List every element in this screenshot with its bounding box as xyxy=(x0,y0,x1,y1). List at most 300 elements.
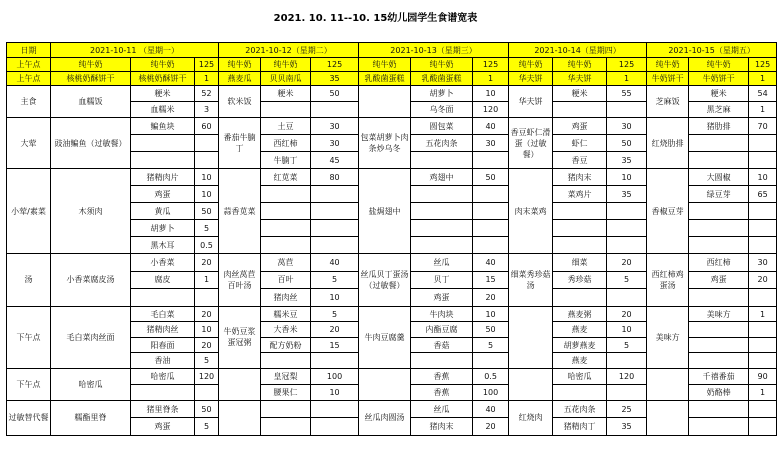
quantity xyxy=(607,102,647,118)
ingredient xyxy=(131,384,195,400)
ingredient: 糯米豆 xyxy=(261,306,311,322)
quantity xyxy=(311,186,359,203)
dish-name: 华夫饼 xyxy=(509,86,553,118)
quantity xyxy=(311,220,359,237)
quantity: 120 xyxy=(195,368,219,384)
dish-name: 豉油鳊鱼（过敏餐） xyxy=(51,118,131,169)
ingredient: 纯牛奶 xyxy=(411,58,473,72)
ingredient: 鸡翅中 xyxy=(411,169,473,186)
ingredient: 鸡蛋 xyxy=(553,118,607,135)
ingredient xyxy=(411,203,473,220)
dish-name: 核桃奶酥饼干 xyxy=(51,72,131,86)
quantity: 20 xyxy=(473,289,509,307)
ingredient: 贝丁 xyxy=(411,271,473,289)
quantity: 10 xyxy=(311,289,359,307)
ingredient: 香豆 xyxy=(553,152,607,169)
ingredient: 鳊鱼块 xyxy=(131,118,195,135)
quantity: 5 xyxy=(311,306,359,322)
dish-name: 丝瓜肉圆汤 xyxy=(359,400,411,435)
dish-name xyxy=(509,368,553,400)
quantity: 90 xyxy=(749,368,777,384)
quantity: 60 xyxy=(195,118,219,135)
quantity: 125 xyxy=(749,58,777,72)
quantity: 0.5 xyxy=(473,368,509,384)
dish-name xyxy=(647,368,689,400)
ingredient: 纯牛奶 xyxy=(689,58,749,72)
quantity xyxy=(749,152,777,169)
dish-name: 香豆虾仁滑蛋（过敏餐） xyxy=(509,118,553,169)
ingredient: 粳米 xyxy=(689,86,749,102)
quantity xyxy=(473,186,509,203)
table-row xyxy=(7,86,777,102)
ingredient: 胡萝燕麦 xyxy=(553,337,607,353)
quantity: 50 xyxy=(473,169,509,186)
quantity: 20 xyxy=(195,306,219,322)
ingredient: 红苋菜 xyxy=(261,169,311,186)
ingredient xyxy=(553,289,607,307)
quantity: 5 xyxy=(311,271,359,289)
ingredient xyxy=(261,203,311,220)
header-row xyxy=(7,43,777,58)
quantity xyxy=(749,135,777,152)
quantity: 1 xyxy=(473,72,509,86)
quantity: 35 xyxy=(607,186,647,203)
dish-name: 细菜秀珍菇汤 xyxy=(509,254,553,307)
meal-label: 下午点 xyxy=(7,368,51,400)
ingredient: 西红柿 xyxy=(689,254,749,272)
ingredient xyxy=(689,220,749,237)
quantity xyxy=(749,418,777,436)
ingredient: 贝贝南瓜 xyxy=(261,72,311,86)
meal-label: 上午点 xyxy=(7,58,51,72)
quantity: 1 xyxy=(749,306,777,322)
quantity: 15 xyxy=(473,271,509,289)
quantity: 10 xyxy=(607,322,647,338)
ingredient: 香油 xyxy=(131,353,195,369)
ingredient xyxy=(689,289,749,307)
quantity: 30 xyxy=(311,118,359,135)
quantity: 20 xyxy=(607,254,647,272)
dish-name xyxy=(219,368,261,400)
quantity: 10 xyxy=(473,306,509,322)
ingredient: 粳米 xyxy=(131,86,195,102)
dish-name: 芝麻饭 xyxy=(647,86,689,118)
ingredient xyxy=(411,353,473,369)
quantity: 20 xyxy=(749,271,777,289)
quantity xyxy=(749,289,777,307)
ingredient: 香蕉 xyxy=(411,384,473,400)
dish-name xyxy=(219,400,261,435)
ingredient: 毛白菜 xyxy=(131,306,195,322)
table-row xyxy=(7,169,777,186)
menu-table xyxy=(6,42,777,436)
ingredient: 阳春面 xyxy=(131,337,195,353)
quantity: 52 xyxy=(195,86,219,102)
ingredient: 细菜 xyxy=(553,254,607,272)
meal-label: 过敏替代餐 xyxy=(7,400,51,435)
dish-name xyxy=(359,368,411,400)
ingredient: 绿豆芽 xyxy=(689,186,749,203)
ingredient: 黑芝麻 xyxy=(689,102,749,118)
quantity: 35 xyxy=(607,418,647,436)
ingredient xyxy=(553,102,607,118)
ingredient xyxy=(553,203,607,220)
ingredient: 牛奶饼干 xyxy=(689,72,749,86)
ingredient: 百叶 xyxy=(261,271,311,289)
quantity: 50 xyxy=(195,400,219,418)
quantity xyxy=(195,152,219,169)
ingredient: 皇冠梨 xyxy=(261,368,311,384)
ingredient: 燕麦 xyxy=(553,353,607,369)
quantity: 30 xyxy=(749,254,777,272)
quantity xyxy=(749,322,777,338)
meal-label: 小荤/素菜 xyxy=(7,169,51,254)
dish-name: 小香菜腐皮汤 xyxy=(51,254,131,307)
ingredient xyxy=(261,237,311,254)
ingredient: 五花肉条 xyxy=(553,400,607,418)
quantity: 15 xyxy=(311,337,359,353)
ingredient: 纯牛奶 xyxy=(261,58,311,72)
day-header: 2021-10-11 （星期一） xyxy=(51,43,219,58)
ingredient: 猪精肉丁 xyxy=(553,418,607,436)
meal-label: 汤 xyxy=(7,254,51,307)
ingredient xyxy=(689,337,749,353)
quantity: 1 xyxy=(195,72,219,86)
ingredient: 黑木耳 xyxy=(131,237,195,254)
dish-name xyxy=(509,306,553,368)
quantity: 10 xyxy=(195,322,219,338)
dish-name: 纯牛奶 xyxy=(359,58,411,72)
dish-name: 燕麦瓜 xyxy=(219,72,261,86)
quantity: 50 xyxy=(607,135,647,152)
ingredient xyxy=(261,418,311,436)
quantity: 125 xyxy=(311,58,359,72)
quantity xyxy=(607,289,647,307)
dish-name: 红烧肉 xyxy=(509,400,553,435)
quantity: 20 xyxy=(311,322,359,338)
page-title: 2021. 10. 11--10. 15幼儿园学生食谱宽表 xyxy=(273,13,478,24)
dish-name: 毛白菜肉丝面 xyxy=(51,306,131,368)
dish-name: 西红柿鸡蛋汤 xyxy=(647,254,689,307)
ingredient: 胡萝卜 xyxy=(411,86,473,102)
ingredient: 牛肉块 xyxy=(411,306,473,322)
dish-name: 肉丝莴苣百叶汤 xyxy=(219,254,261,307)
day-header: 2021-10-13（星期三） xyxy=(359,43,509,58)
quantity: 1 xyxy=(607,72,647,86)
quantity xyxy=(473,353,509,369)
quantity: 50 xyxy=(195,203,219,220)
ingredient: 鸡蛋 xyxy=(411,289,473,307)
ingredient: 乳酸菌蛋糕 xyxy=(411,72,473,86)
dish-name: 纯牛奶 xyxy=(51,58,131,72)
ingredient: 猪肉末 xyxy=(411,418,473,436)
quantity: 1 xyxy=(195,271,219,289)
ingredient: 秀珍菇 xyxy=(553,271,607,289)
quantity: 10 xyxy=(195,186,219,203)
quantity xyxy=(749,337,777,353)
quantity xyxy=(311,353,359,369)
ingredient: 美味方 xyxy=(689,306,749,322)
dish-name: 牛奶饼干 xyxy=(647,72,689,86)
table-row xyxy=(7,254,777,272)
quantity: 10 xyxy=(195,169,219,186)
ingredient: 小香菜 xyxy=(131,254,195,272)
quantity: 5 xyxy=(195,220,219,237)
quantity xyxy=(311,237,359,254)
ingredient: 鸡蛋 xyxy=(131,186,195,203)
dish-name xyxy=(359,86,411,118)
quantity xyxy=(473,237,509,254)
dish-name: 盐焗翅中 xyxy=(359,169,411,254)
quantity: 65 xyxy=(749,186,777,203)
quantity xyxy=(473,220,509,237)
ingredient xyxy=(689,418,749,436)
dish-name: 牛肉豆腐羹 xyxy=(359,306,411,368)
quantity: 5 xyxy=(195,418,219,436)
quantity xyxy=(607,384,647,400)
ingredient xyxy=(689,353,749,369)
ingredient xyxy=(131,152,195,169)
ingredient: 莴苣 xyxy=(261,254,311,272)
ingredient: 哈密瓜 xyxy=(553,368,607,384)
quantity xyxy=(749,237,777,254)
ingredient: 猪精肉片 xyxy=(131,169,195,186)
dish-name: 木须肉 xyxy=(51,169,131,254)
dish-name: 肉末菜鸡 xyxy=(509,169,553,254)
quantity: 0.5 xyxy=(195,237,219,254)
quantity: 10 xyxy=(311,384,359,400)
ingredient xyxy=(261,400,311,418)
ingredient: 纯牛奶 xyxy=(553,58,607,72)
quantity: 55 xyxy=(607,86,647,102)
ingredient: 菜鸡片 xyxy=(553,186,607,203)
ingredient: 腐皮 xyxy=(131,271,195,289)
ingredient xyxy=(131,289,195,307)
quantity: 20 xyxy=(607,306,647,322)
ingredient: 五花肉条 xyxy=(411,135,473,152)
day-header: 2021-10-15（星期五） xyxy=(647,43,777,58)
ingredient: 核桃奶酥饼干 xyxy=(131,72,195,86)
quantity: 100 xyxy=(473,384,509,400)
quantity: 100 xyxy=(311,368,359,384)
quantity: 35 xyxy=(311,72,359,86)
quantity: 40 xyxy=(473,118,509,135)
ingredient: 胡萝卜 xyxy=(131,220,195,237)
meal-label: 上午点 xyxy=(7,72,51,86)
quantity: 30 xyxy=(473,135,509,152)
quantity: 10 xyxy=(749,169,777,186)
dish-name: 糯酯里脊 xyxy=(51,400,131,435)
ingredient: 大圆椒 xyxy=(689,169,749,186)
quantity: 1 xyxy=(749,384,777,400)
ingredient xyxy=(553,384,607,400)
table-row xyxy=(7,72,777,86)
meal-label: 下午点 xyxy=(7,306,51,368)
quantity: 120 xyxy=(473,102,509,118)
quantity: 125 xyxy=(607,58,647,72)
quantity xyxy=(311,418,359,436)
ingredient: 香菇 xyxy=(411,337,473,353)
quantity xyxy=(607,203,647,220)
ingredient xyxy=(689,203,749,220)
quantity: 70 xyxy=(749,118,777,135)
ingredient: 乌冬面 xyxy=(411,102,473,118)
ingredient: 千禧番茄 xyxy=(689,368,749,384)
ingredient xyxy=(553,237,607,254)
ingredient: 猪里脊条 xyxy=(131,400,195,418)
ingredient: 虾仁 xyxy=(553,135,607,152)
quantity: 10 xyxy=(607,169,647,186)
quantity: 35 xyxy=(607,152,647,169)
ingredient xyxy=(553,220,607,237)
dish-name: 纯牛奶 xyxy=(509,58,553,72)
ingredient: 奶酪棒 xyxy=(689,384,749,400)
quantity: 10 xyxy=(473,86,509,102)
quantity: 5 xyxy=(607,271,647,289)
table-row xyxy=(7,368,777,384)
quantity: 50 xyxy=(473,322,509,338)
ingredient: 土豆 xyxy=(261,118,311,135)
day-header: 2021-10-14（星期四） xyxy=(509,43,647,58)
ingredient: 纯牛奶 xyxy=(131,58,195,72)
meal-label: 主食 xyxy=(7,86,51,118)
ingredient: 猪肉丝 xyxy=(261,289,311,307)
quantity: 1 xyxy=(749,72,777,86)
ingredient xyxy=(261,220,311,237)
dish-name: 血糯饭 xyxy=(51,86,131,118)
quantity xyxy=(749,220,777,237)
quantity: 1 xyxy=(749,102,777,118)
quantity xyxy=(749,400,777,418)
quantity xyxy=(473,203,509,220)
quantity: 20 xyxy=(473,418,509,436)
dish-name: 蒜香苋菜 xyxy=(219,169,261,254)
date-header: 日期 xyxy=(7,43,51,58)
dish-name: 番茄牛腩丁 xyxy=(219,118,261,169)
table-row xyxy=(7,118,777,135)
ingredient: 鸡蛋 xyxy=(689,271,749,289)
ingredient: 粳米 xyxy=(261,86,311,102)
quantity: 5 xyxy=(473,337,509,353)
ingredient: 燕麦 xyxy=(553,322,607,338)
dish-name: 包菜胡萝卜肉条炒乌冬 xyxy=(359,118,411,169)
quantity: 20 xyxy=(195,254,219,272)
ingredient: 西红柿 xyxy=(261,135,311,152)
ingredient xyxy=(411,237,473,254)
quantity: 5 xyxy=(607,337,647,353)
quantity xyxy=(195,135,219,152)
quantity xyxy=(473,152,509,169)
quantity xyxy=(607,220,647,237)
dish-name: 香椒豆芽 xyxy=(647,169,689,254)
ingredient: 香蕉 xyxy=(411,368,473,384)
dish-name: 红烧肋排 xyxy=(647,118,689,169)
dish-name: 丝瓜贝丁蛋汤（过敏餐） xyxy=(359,254,411,307)
dish-name: 软米饭 xyxy=(219,86,261,118)
ingredient: 配方奶粉 xyxy=(261,337,311,353)
table-row xyxy=(7,58,777,72)
quantity: 30 xyxy=(607,118,647,135)
quantity: 20 xyxy=(195,337,219,353)
ingredient: 猪肋排 xyxy=(689,118,749,135)
ingredient xyxy=(689,400,749,418)
quantity xyxy=(607,237,647,254)
dish-name xyxy=(647,400,689,435)
day-header: 2021-10-12（星期二） xyxy=(219,43,359,58)
dish-name: 美味方 xyxy=(647,306,689,368)
quantity: 40 xyxy=(473,254,509,272)
quantity: 25 xyxy=(607,400,647,418)
dish-name: 哈密瓜 xyxy=(51,368,131,400)
dish-name: 华夫饼 xyxy=(509,72,553,86)
table-row xyxy=(7,400,777,418)
quantity: 80 xyxy=(311,169,359,186)
ingredient xyxy=(689,322,749,338)
ingredient: 粳米 xyxy=(553,86,607,102)
quantity: 54 xyxy=(749,86,777,102)
table-row xyxy=(7,306,777,322)
quantity xyxy=(311,203,359,220)
quantity: 3 xyxy=(195,102,219,118)
dish-name: 纯牛奶 xyxy=(647,58,689,72)
dish-name: 牛奶豆浆蛋冠粥 xyxy=(219,306,261,368)
meal-label: 大荤 xyxy=(7,118,51,169)
ingredient: 黄瓜 xyxy=(131,203,195,220)
quantity: 30 xyxy=(311,135,359,152)
ingredient xyxy=(261,186,311,203)
ingredient xyxy=(689,237,749,254)
ingredient xyxy=(131,135,195,152)
ingredient: 圆包菜 xyxy=(411,118,473,135)
ingredient xyxy=(261,102,311,118)
quantity: 5 xyxy=(195,353,219,369)
quantity: 120 xyxy=(607,368,647,384)
ingredient: 猪肉末 xyxy=(553,169,607,186)
ingredient: 鸡蛋 xyxy=(131,418,195,436)
ingredient xyxy=(411,186,473,203)
quantity: 50 xyxy=(311,86,359,102)
quantity: 125 xyxy=(195,58,219,72)
ingredient: 丝瓜 xyxy=(411,400,473,418)
quantity xyxy=(749,203,777,220)
dish-name: 乳酸菌蛋糕 xyxy=(359,72,411,86)
ingredient xyxy=(411,152,473,169)
ingredient: 大香米 xyxy=(261,322,311,338)
quantity: 45 xyxy=(311,152,359,169)
ingredient: 牛腩丁 xyxy=(261,152,311,169)
ingredient: 丝瓜 xyxy=(411,254,473,272)
ingredient: 燕麦粥 xyxy=(553,306,607,322)
quantity xyxy=(607,353,647,369)
dish-name: 纯牛奶 xyxy=(219,58,261,72)
quantity: 40 xyxy=(473,400,509,418)
ingredient xyxy=(689,152,749,169)
quantity: 125 xyxy=(473,58,509,72)
ingredient xyxy=(261,353,311,369)
quantity xyxy=(195,289,219,307)
ingredient xyxy=(411,220,473,237)
quantity xyxy=(195,384,219,400)
quantity: 40 xyxy=(311,254,359,272)
ingredient: 血糯米 xyxy=(131,102,195,118)
quantity xyxy=(311,102,359,118)
ingredient: 华夫饼 xyxy=(553,72,607,86)
quantity xyxy=(749,353,777,369)
ingredient xyxy=(689,135,749,152)
ingredient: 内酯豆腐 xyxy=(411,322,473,338)
quantity xyxy=(311,400,359,418)
ingredient: 腰果仁 xyxy=(261,384,311,400)
